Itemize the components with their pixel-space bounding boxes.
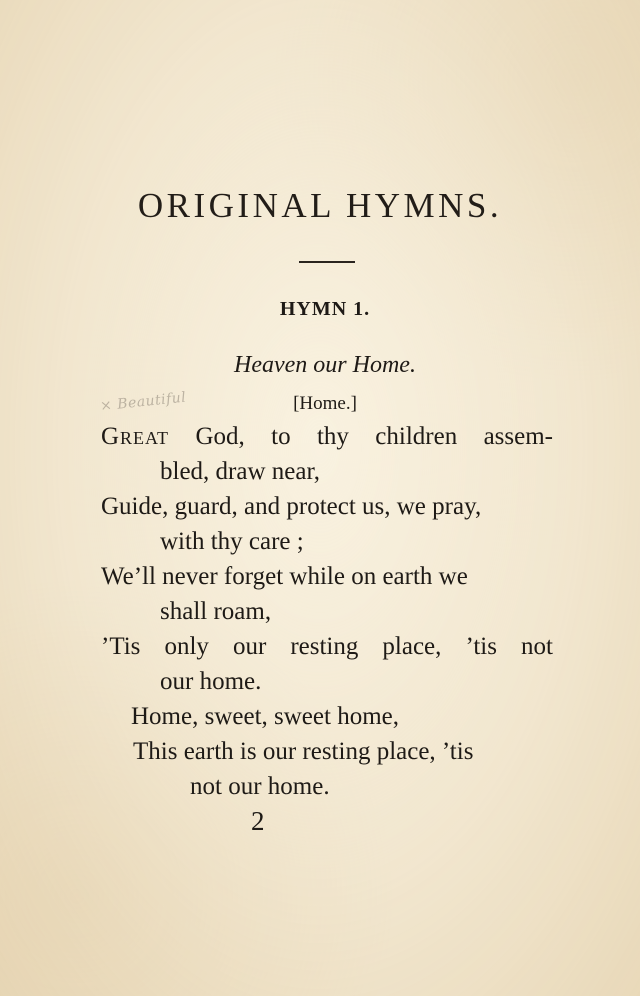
verse-word: ’Tis [101, 633, 141, 660]
verse-word [101, 422, 169, 452]
verse-line-5: We’ll never forget while on earth we [101, 563, 468, 590]
verse-line-1 [101, 422, 553, 452]
hymn-title: Heaven our Home. [234, 352, 416, 378]
verse-word: place, [382, 633, 442, 660]
verse-word: children [375, 423, 458, 450]
verse-line-4: with thy care ; [160, 528, 304, 555]
verse-line-3: Guide, guard, and protect us, we pray, [101, 493, 482, 520]
chorus-line-1: Home, sweet, sweet home, [131, 703, 399, 730]
chorus-line-2: This earth is our resting place, ’tis [133, 738, 474, 765]
handwritten-annotation: × Beautiful [99, 389, 188, 415]
verse-word: not [521, 633, 553, 660]
verse-word: thy [316, 423, 349, 450]
verse-line-7 [101, 632, 553, 662]
page-number: 2 [251, 806, 265, 836]
verse-line-6: shall roam, [160, 598, 272, 625]
verse-word: resting [290, 633, 359, 660]
verse-word: only [164, 633, 209, 660]
hymn-number: HYMN 1. [279, 298, 371, 320]
verse-line-8: our home. [160, 668, 262, 695]
tune-name: [Home.] [293, 393, 357, 414]
verse-word: to [271, 423, 291, 450]
verse-word: assem- [483, 423, 553, 450]
verse-line-2: bled, draw near, [160, 458, 321, 485]
verse-word: our [232, 633, 267, 660]
verse-word: ’tis [465, 633, 497, 660]
title-rule [299, 261, 355, 263]
verse-word: God, [195, 423, 245, 450]
small-caps-opening: Great [101, 423, 170, 450]
book-title: ORIGINAL HYMNS. [137, 186, 503, 225]
chorus-line-3: not our home. [190, 773, 330, 800]
